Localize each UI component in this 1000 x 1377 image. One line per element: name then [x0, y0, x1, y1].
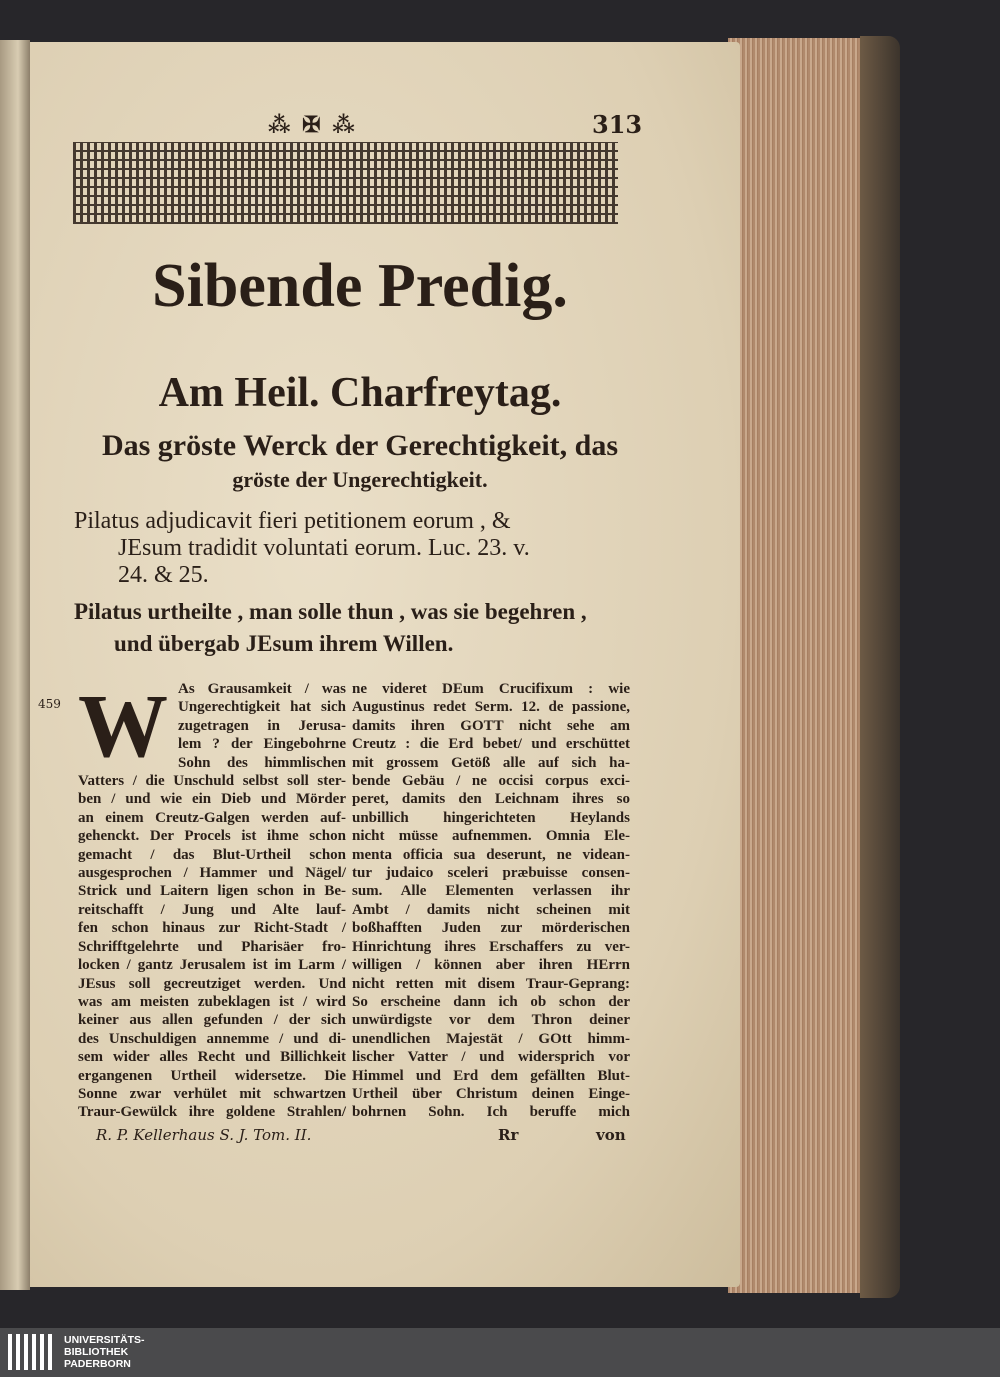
page-number: 313: [592, 110, 643, 139]
sermon-subtitle: Am Heil. Charfreytag.: [158, 370, 562, 416]
text-line: bende Gebäu / ne occisi corpus exci-: [352, 773, 630, 790]
heading-line-1: Das gröste Werck der Gerechtigkeit, das: [101, 429, 619, 462]
text-line: ausgesprochen / Hammer und Nägel/: [78, 865, 346, 882]
text-line: Himmel und Erd dem gefällten Blut-: [352, 1067, 630, 1084]
text-line: Traur-Gewülck ihre goldene Strahlen/: [78, 1104, 346, 1121]
text-line: Augustinus redet Serm. 12. de passione,: [352, 699, 630, 716]
text-line: Ungerechtigkeit hat sich: [178, 699, 346, 716]
text-line: nicht retten mit disem Traur-Geprang:: [352, 975, 630, 992]
text-line: Vatters / die Unschuld selbst soll ster-: [78, 773, 346, 790]
text-line: menta officia sua deserunt, ne videan-: [352, 846, 630, 863]
latin-line: Pilatus adjudicavit fieri petitionem eorum , &: [74, 508, 511, 534]
text-line: Sohn des himmlischen: [178, 754, 346, 771]
text-line: bohrnen Sohn. Ich beruffe mich: [352, 1104, 630, 1121]
text-line: sem wider alles Recht und Billichkeit: [78, 1049, 346, 1066]
text-line: keiner aus allen gefunden / der sich: [78, 1012, 346, 1029]
initial-letter: W: [78, 677, 168, 776]
text-line: lischer Vatter / und widersprich vor: [352, 1049, 630, 1066]
text-line: peret, damits den Leichnam ihres so: [352, 791, 630, 808]
text-line: nicht müsse aufnemmen. Omnia Ele-: [352, 828, 630, 845]
text-line: JEsus soll gecreutziget werden. Und: [78, 975, 346, 992]
text-line: gehenckt. Der Procels ist ihme schon: [78, 828, 346, 845]
text-line: an einem Creutz-Galgen werden auf-: [78, 809, 346, 826]
signature-mark: Rr: [498, 1126, 519, 1144]
text-line: willigen / können aber ihren HErrn: [352, 957, 630, 974]
text-line: mit grossem Getöß alle auf sich ha-: [352, 754, 630, 771]
text-line: ne videret DEum Crucifixum : wie: [352, 681, 630, 697]
library-logo: [8, 1334, 145, 1370]
text-line: locken / gantz Jerusalem ist im Larm /: [78, 957, 346, 974]
text-line: Strick und Laitern ligen schon in Be-: [78, 883, 346, 900]
heading-line-2: gröste der Ungerechtigkeit.: [232, 467, 488, 492]
latin-line: JEsum tradidit voluntati eorum. Luc. 23. v.: [118, 535, 530, 561]
ornamental-border: [73, 142, 618, 224]
text-line: Creutz : die Erd bebet/ und erschüttet: [352, 736, 630, 753]
latin-quote: [74, 508, 624, 589]
text-line: damits ihren GOTT nicht sehe am: [352, 717, 630, 734]
right-column: [352, 680, 630, 1122]
text-line: boßhafften Juden zur mörderischen: [352, 920, 630, 937]
german-line: Pilatus urtheilte , man solle thun , was sie begehren ,: [74, 599, 587, 624]
text-line: sum. Alle Elementen verlassen ihr: [352, 883, 630, 900]
text-line: Hinrichtung ihres Erschaffers zu ver-: [352, 938, 630, 955]
footer-bar: [0, 1328, 1000, 1377]
text-line: was am meisten zubeklagen ist / wird: [78, 993, 346, 1010]
text-line: zugetragen in Jerusa-: [178, 717, 346, 734]
left-column: [78, 677, 346, 1122]
text-line: unendlichen Majestät / GOtt himm-: [352, 1030, 630, 1047]
text-line: ben / und wie ein Dieb und Mörder: [78, 791, 346, 808]
text-line: Schrifftgelehrte und Pharisäer fro-: [78, 938, 346, 955]
text-line: Urtheil über Christum deinen Einge-: [352, 1085, 630, 1102]
logo-text: BIBLIOTHEK: [64, 1346, 129, 1358]
margin-note: 459: [38, 697, 61, 711]
signature-line: R. P. Kellerhaus S. J. Tom. II.: [96, 1126, 312, 1144]
logo-text: UNIVERSITÄTS-: [64, 1334, 145, 1346]
text-line: gemacht / das Blut-Urtheil schon: [78, 846, 346, 863]
logo-bars-icon: [8, 1334, 54, 1370]
text-line: Sonne zwar verhület mit schwartzen: [78, 1085, 346, 1102]
header-ornament: ⁂ ✠ ⁂: [268, 112, 357, 138]
book-cover: [860, 36, 900, 1298]
text-line: So erscheine dann ich ob schon der: [352, 993, 630, 1010]
logo-text: PADERBORN: [64, 1358, 131, 1370]
german-quote: [74, 596, 634, 660]
text-line: des Unschuldigen annemme / und di-: [78, 1030, 346, 1047]
left-page-edge: [0, 40, 30, 1290]
text-line: Ambt / damits nicht scheinen mit: [352, 901, 630, 918]
text-line: unwürdigste vor dem Thron deiner: [352, 1012, 630, 1029]
german-line: und übergab JEsum ihrem Willen.: [114, 631, 454, 656]
text-line: unbillich hingerichteten Heylands: [352, 809, 630, 826]
text-line: reitschafft / Jung und Alte lauf-: [78, 901, 346, 918]
latin-line: 24. & 25.: [118, 562, 209, 588]
text-line: lem ? der Eingebohrne: [178, 736, 346, 753]
text-line: fen schon hinaus zur Richt-Stadt /: [78, 920, 346, 937]
text-line: tur judaico sceleri præbuisse consen-: [352, 865, 630, 882]
text-line: As Grausamkeit / was: [178, 681, 346, 697]
sermon-title: Sibende Predig.: [152, 252, 568, 320]
catchword: von: [596, 1126, 626, 1144]
text-line: ergangenen Urtheil widersetze. Die: [78, 1067, 346, 1084]
